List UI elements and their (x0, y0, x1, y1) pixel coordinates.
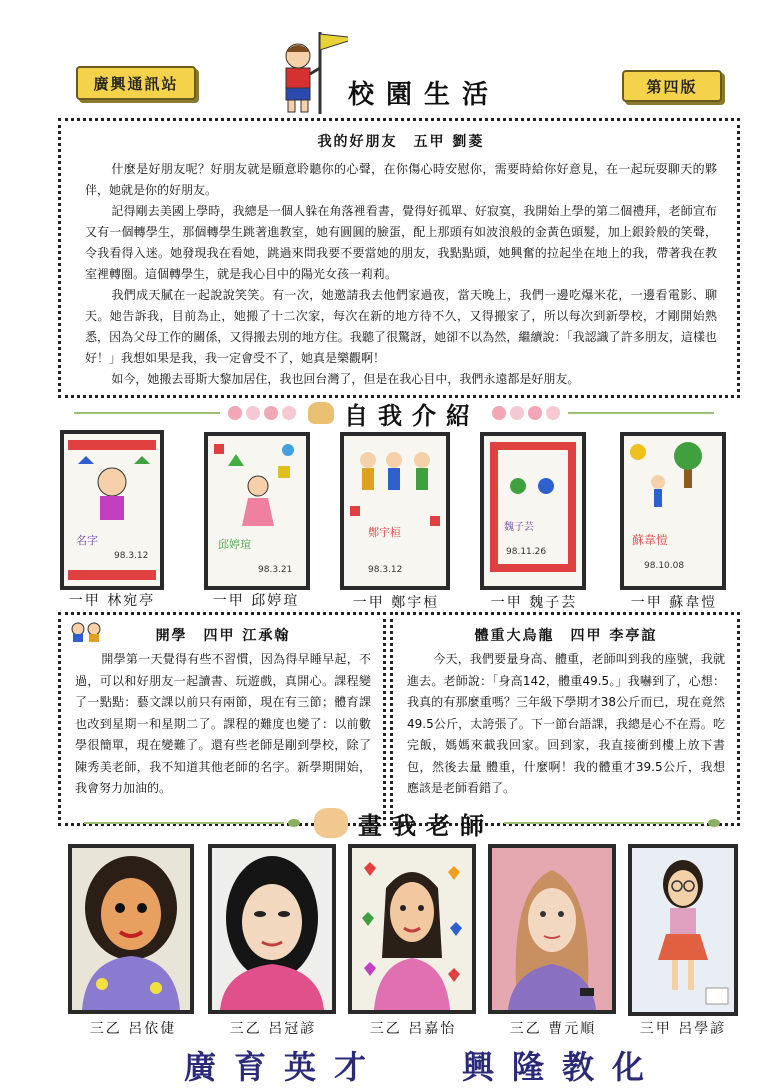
teacher-portrait (488, 844, 616, 1014)
flower-icon (228, 406, 242, 420)
page-title: 校園生活 (348, 80, 501, 110)
portrait-caption: 三乙 呂嘉怡 (369, 1021, 457, 1037)
kids-icon (69, 621, 103, 643)
paragraph: 我們成天膩在一起說說笑笑。有一次，她邀請我去他們家過夜，當天晚上，我們一邊吃爆米花，一邊看電影、聊天。她告訴我，目前為止，她搬了十二次家，每次在新的地方待不久，又得搬家了，所以每次到新學校，才剛開始熟悉，因為父母工作的關係，又得搬去別的地方住。我聽了很驚訝，她卻不以為然，繼續說：「我認識了許多朋友，這樣也好！」我想如果是我，我一定會受不了，她真是樂觀啊！ (85, 288, 717, 365)
paragraph: 什麼是好朋友呢？好朋友就是願意聆聽你的心聲，在你傷心時安慰你，需要時給你好意見，在一起玩耍聊天的夥伴，她就是你的好朋友。 (85, 162, 717, 197)
flower-icon (528, 406, 542, 420)
portrait-caption: 三乙 呂依倢 (89, 1021, 177, 1037)
svg-text:魏子芸: 魏子芸 (504, 522, 534, 533)
teacher-portrait (68, 844, 194, 1014)
paragraph: 如今，她搬去哥斯大黎加居住，我也回台灣了，但是在我心目中，我們永遠都是好朋友。 (111, 372, 580, 386)
paragraph: 開學第一天覺得有些不習慣，因為得早睡早起，不過，可以和好朋友一起讀書、玩遊戲，真開心。課程變了一點點：藝文課以前只有兩節，現在有三節；體育課也改到星期一和星期二了。課程的難度也變了：以前數學很簡單，現在變難了。還有些老師是剛到學校，除了陳秀美老師，我不知道其他老師的名字。新學期開始，我會努力加油的。 (75, 652, 371, 795)
drawing-caption: 一甲 蘇韋愷 (630, 595, 718, 611)
student-drawing (60, 430, 164, 590)
student-drawing (620, 432, 726, 590)
drawing-caption: 一甲 邱婷瑄 (212, 593, 300, 609)
article-weight-mixup (390, 612, 740, 826)
svg-text:鄭宇桓: 鄭宇桓 (368, 526, 401, 539)
portrait-caption: 三甲 呂學諺 (639, 1021, 727, 1037)
student-drawing (204, 432, 310, 590)
footer-slogan-left: 廣育英才 (184, 1048, 385, 1086)
student-drawing (340, 432, 450, 590)
article-title: 體重大烏龍 四甲 李亭誼 (474, 628, 658, 644)
flower-icon (282, 406, 296, 420)
svg-text:98.10.08: 98.10.08 (644, 561, 685, 571)
paragraph: 記得剛去美國上學時，我總是一個人躲在角落裡看書，覺得好孤單、好寂寞，我開始上學的第二個禮拜，老師宣布又有一個轉學生，那個轉學生跳著進教室，她有圓圓的臉蛋，配上那頭有如波浪般的金黃色頭髮，加上銀鈴般的笑聲，令我看得入迷。她發現我在看她，跳過來問我要不要當她的朋友，我點點頭，她興奮的拉起坐在地上的我，帶著我在教室裡轉圈。這個轉學生，就是我心目中的陽光女孩一莉莉。 (85, 204, 717, 281)
page-number-badge: 第四版 (622, 70, 722, 102)
child-drawing-icon (314, 808, 348, 838)
leaf-icon (708, 819, 720, 827)
article-school-start (58, 612, 386, 826)
svg-text:98.11.26: 98.11.26 (506, 547, 547, 557)
drawing-caption: 一甲 魏子芸 (490, 595, 578, 611)
paragraph: 今天，我們要量身高、體重，老師叫到我的座號，我就進去。老師說：「身高142，體重49.5。」我嚇到了，心想：我真的有那麼重嗎？三年級下學期才38公斤而已，現在竟然49.5公斤，太誇張了。下一節台語課，我總是心不在焉。吃完飯，媽媽來載我回家。回到家，我直接衝到樓上放下書包，然後去量 體重，什麼啊！我的體重才39.5公斤，我想應該是老師看錯了。 (407, 652, 725, 795)
flower-icon (264, 406, 278, 420)
svg-text:98.3.12: 98.3.12 (368, 565, 403, 575)
vine-banner-teacher (84, 806, 724, 840)
section-heading: 畫我老師 (358, 810, 494, 840)
section-heading: 自我介紹 (344, 400, 480, 430)
newsletter-badge: 廣興通訊站 (76, 66, 196, 100)
drawing-caption: 一甲 林宛亭 (68, 593, 156, 609)
teacher-portrait (628, 844, 738, 1016)
teacher-portrait (348, 844, 476, 1014)
flower-icon (492, 406, 506, 420)
student-drawing (480, 432, 586, 590)
puppy-icon (308, 402, 334, 424)
footer-slogan-right: 興隆教化 (462, 1048, 663, 1086)
drawing-caption: 一甲 鄭宇桓 (352, 595, 440, 611)
leaf-icon (288, 819, 300, 827)
portrait-caption: 三乙 曹元順 (509, 1021, 597, 1037)
article-title: 我的好朋友 五甲 劉菱 (317, 134, 485, 150)
teacher-portrait (208, 844, 336, 1014)
svg-text:98.3.12: 98.3.12 (114, 551, 149, 561)
flower-icon (510, 406, 524, 420)
svg-text:邱婷瑄: 邱婷瑄 (218, 538, 251, 551)
mascot-boy-with-flag-icon (258, 28, 348, 118)
svg-text:名字: 名字 (76, 534, 98, 547)
flower-icon (546, 406, 560, 420)
portrait-caption: 三乙 呂冠諺 (229, 1021, 317, 1037)
svg-text:98.3.21: 98.3.21 (258, 565, 293, 575)
article-title: 開學 四甲 江承翰 (155, 628, 291, 644)
article-my-friend (58, 118, 740, 398)
flower-banner-intro (74, 398, 714, 428)
svg-text:蘇韋愷: 蘇韋愷 (632, 533, 669, 547)
flower-icon (246, 406, 260, 420)
